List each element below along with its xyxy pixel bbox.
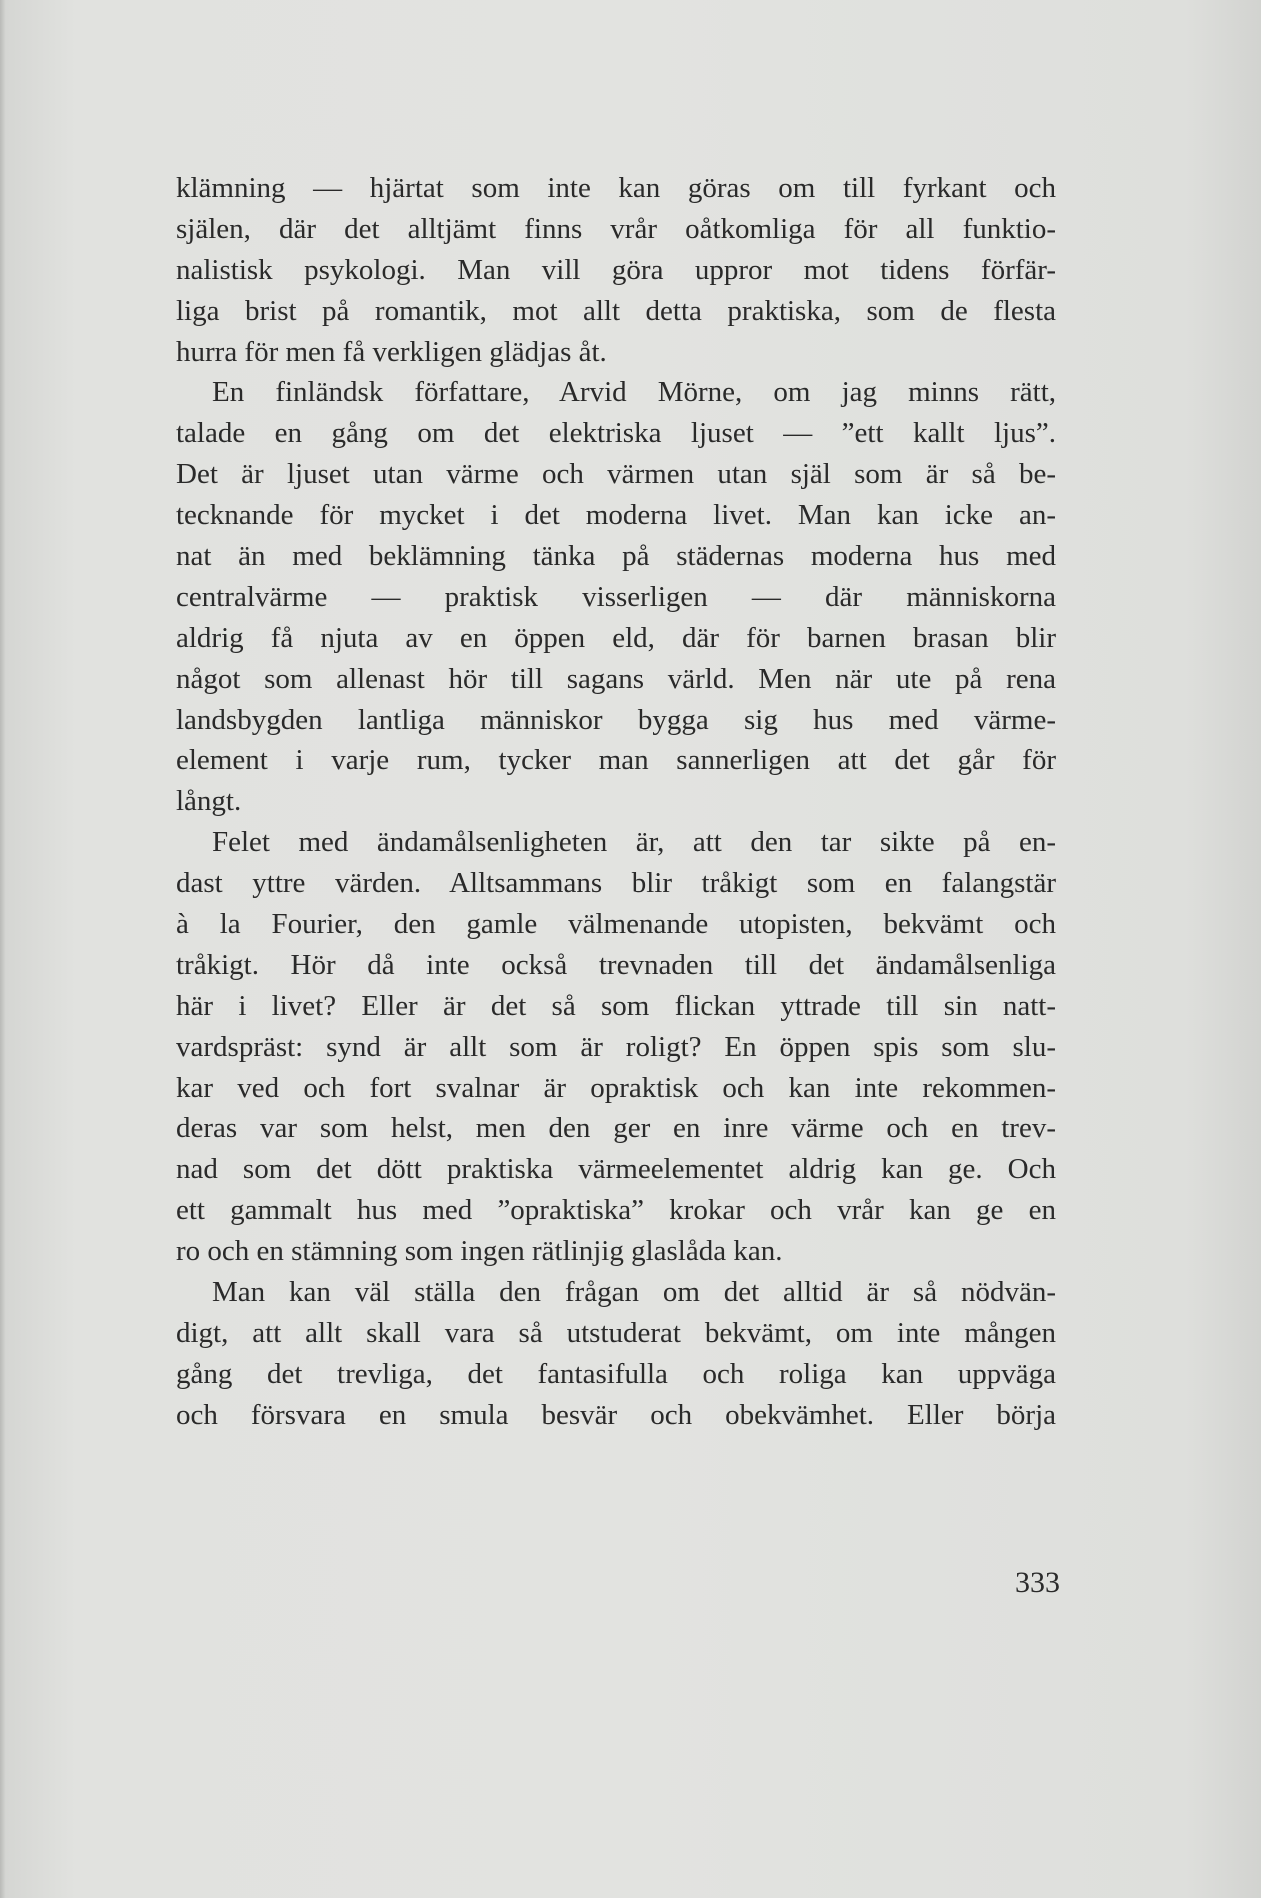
- text-line: tecknande för mycket i det moderna livet. Man kan icke an-: [176, 499, 1056, 532]
- text-line: deras var som helst, men den ger en inre värme och en trev-: [176, 1112, 1056, 1145]
- text-line: digt, att allt skall vara så utstuderat bekvämt, om inte mången: [176, 1316, 1056, 1349]
- text-line: En finländsk författare, Arvid Mörne, om jag minns rätt,: [212, 376, 1056, 409]
- text-line: à la Fourier, den gamle välmenande utopisten, bekvämt och: [176, 908, 1056, 941]
- text-line: nalistisk psykologi. Man vill göra uppror mot tidens förfär-: [176, 253, 1056, 286]
- text-line: kar ved och fort svalnar är opraktisk och kan inte rekommen-: [176, 1071, 1056, 1104]
- body-text: [176, 168, 1056, 1436]
- page-number: 333: [1015, 1566, 1060, 1599]
- text-line: Man kan väl ställa den frågan om det alltid är så nödvän-: [212, 1276, 1056, 1309]
- text-line: nad som det dött praktiska värmeelementet aldrig kan ge. Och: [176, 1153, 1056, 1186]
- text-line: aldrig få njuta av en öppen eld, där för barnen brasan blir: [176, 621, 1056, 654]
- text-line: landsbygden lantliga människor bygga sig hus med värme-: [176, 703, 1056, 736]
- text-line: ro och en stämning som ingen rätlinjig glaslåda kan.: [176, 1235, 783, 1268]
- text-line: talade en gång om det elektriska ljuset — ”ett kallt ljus”.: [176, 417, 1056, 450]
- text-line: något som allenast hör till sagans värld. Men när ute på rena: [176, 662, 1056, 695]
- text-line: Det är ljuset utan värme och värmen utan själ som är så be-: [176, 458, 1056, 491]
- text-line: gång det trevliga, det fantasifulla och roliga kan uppväga: [176, 1357, 1056, 1390]
- text-line: centralvärme — praktisk visserligen — där människorna: [176, 580, 1056, 613]
- text-line: hurra för men få verkligen glädjas åt.: [176, 335, 607, 368]
- text-line: vardspräst: synd är allt som är roligt? En öppen spis som slu-: [176, 1030, 1056, 1063]
- text-line: element i varje rum, tycker man sannerligen att det går för: [176, 744, 1056, 777]
- text-line: långt.: [176, 785, 242, 818]
- text-line: nat än med beklämning tänka på städernas moderna hus med: [176, 540, 1056, 573]
- text-line: Felet med ändamålsenligheten är, att den tar sikte på en-: [212, 826, 1056, 859]
- page-edge-shadow: [0, 0, 6, 1898]
- text-line: dast yttre värden. Alltsammans blir tråkigt som en falangstär: [176, 867, 1056, 900]
- text-line: här i livet? Eller är det så som flickan yttrade till sin natt-: [176, 989, 1056, 1022]
- text-line: själen, där det alltjämt finns vrår oåtkomliga för all funktio-: [176, 212, 1056, 245]
- text-line: liga brist på romantik, mot allt detta praktiska, som de flesta: [176, 294, 1056, 327]
- text-line: ett gammalt hus med ”opraktiska” krokar och vrår kan ge en: [176, 1194, 1056, 1227]
- text-line: tråkigt. Hör då inte också trevnaden till det ändamålsenliga: [176, 948, 1056, 981]
- text-line: och försvara en smula besvär och obekvämhet. Eller börja: [176, 1398, 1056, 1431]
- text-line: klämning — hjärtat som inte kan göras om till fyrkant och: [176, 172, 1056, 204]
